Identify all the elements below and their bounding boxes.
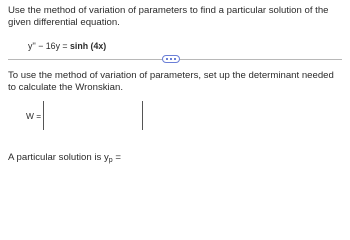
differential-equation <box>28 41 106 52</box>
ellipsis-icon <box>166 58 168 60</box>
answer-prefix: A particular solution is y <box>8 152 109 163</box>
wronskian-label: W = <box>26 111 42 121</box>
answer-subscript: p <box>108 157 113 164</box>
particular-solution-prompt <box>8 152 121 167</box>
ellipsis-icon <box>174 58 176 60</box>
wronskian-determinant <box>26 101 166 131</box>
answer-suffix: = <box>112 152 121 163</box>
instruction-text: To use the method of variation of parameters, set up the determinant needed to calculate the Wronskian. <box>8 70 334 93</box>
equation-lhs: y'' − 16y = <box>28 41 70 51</box>
section-divider <box>0 55 350 65</box>
ellipsis-icon <box>170 58 172 60</box>
determinant-left-bar <box>43 101 44 130</box>
question-text: Use the method of variation of parameters to find a particular solution of the given differential equation. <box>8 5 329 28</box>
determinant-right-bar <box>142 101 143 130</box>
show-more-button[interactable] <box>162 55 180 63</box>
equation-rhs: sinh (4x) <box>70 41 107 51</box>
